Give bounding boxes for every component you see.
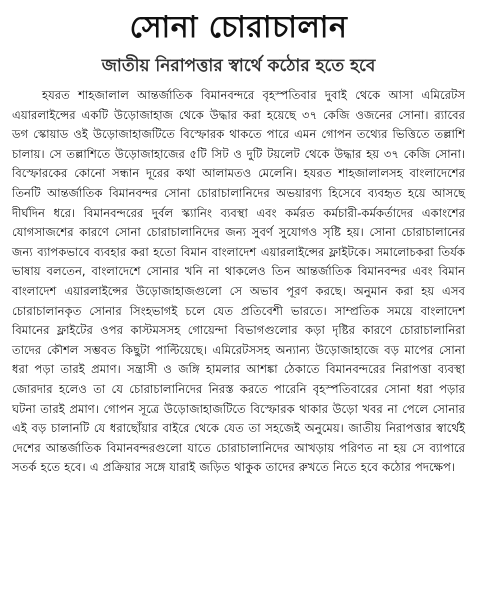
subheadline: জাতীয় নিরাপত্তার স্বার্থে কঠোর হতে হবে	[101, 56, 376, 76]
article-body: হযরত শাহজালাল আন্তর্জাতিক বিমানবন্দরে বৃহস্পতিবার দুবাই থেকে আসা এমিরেটস এয়ারলাইন্সের একটি উড়োজাহাজ থেকে উদ্ধার করা হয়েছে ৩৭ কেজি ওজনের সোনা। র‍্যাবের ডগ স্কোয়াড ওই উড়োজাহাজটিতে বিস্ফোরক থাকতে পারে এমন গোপন তথ্যের ভিত্তিতে তল্লাশি চালায়। সে তল্লাশিতে উড়োজাহাজের ৫টি সিট ও দুটি টয়লেট থেকে উদ্ধার হয় ৩৭ কেজি সোনা। বিস্ফোরকের কোনো সন্ধান দূরের কথা আলামতও মেলেনি। হযরত শাহজালালসহ বাংলাদেশের তিনটি আন্তর্জাতিক বিমানবন্দর সোনা চোরাচালানিদের অভয়ারণ্য হিসেবে ব্যবহৃত হয়ে আসছে দীর্ঘদিন ধরে। বিমানবন্দরের দুর্বল স্ক্যানিং ব্যবস্থা এবং কর্মরত কর্মচারী-কর্মকর্তাদের একাংশের যোগসাজশের কারণে সোনা চোরাচালানিদের জন্য সুবর্ণ সুযোগও সৃষ্টি হয়। সোনা চোরাচালানের জন্য ব্যাপকভাবে ব্যবহার করা হতো বিমান বাংলাদেশ এয়ারলাইন্সের ফ্লাইটকে। সমালোচকরা তির্যক ভাষায় বলতেন, বাংলাদেশে সোনার খনি না থাকলেও তিন আন্তর্জাতিক বিমানবন্দর এবং বিমান বাংলাদেশ এয়ারলাইন্সের উড়োজাহাজগুলো সে অভাব পূরণ করছে। অনুমান করা হয় এসব চোরাচালানকৃত সোনার সিংহভাগই চলে যেত প্রতিবেশী ভারতে। সাম্প্রতিক সময়ে বাংলাদেশ বিমানের ফ্লাইটের ওপর কাস্টমসসহ গোয়েন্দা বিভাগগুলোর কড়া দৃষ্টির কারণে চোরাচালানিরা তাদের কৌশল সম্ভবত কিছুটা পাল্টিয়েছে। এমিরেটসসহ অন্যান্য উড়োজাহাজে বড় মাপের সোনা ধরা পড়া তারই প্রমাণ। সন্ত্রাসী ও জঙ্গি হামলার আশঙ্কা ঠেকাতে বিমানবন্দরের নিরাপত্তা ব্যবস্থা জোরদার হলেও তা যে চোরাচালানিদের নিরস্ত করতে পারেনি বৃহস্পতিবারের সোনা ধরা পড়ার ঘটনা তারই প্রমাণ। গোপন সূত্রে উড়োজাহাজটিতে বিস্ফোরক থাকার উড়ো খবর না পেলে সোনার এই বড় চালানটি যে ধরাছোঁয়ার বাইরে থেকে যেত তা সহজেই অনুমেয়। জাতীয় নিরাপত্তার স্বার্থেই দেশের আন্তর্জাতিক বিমানবন্দরগুলো যাতে চোরাচালানিদের আখড়ায় পরিণত না হয় সে ব্যাপারে সতর্ক হতে হবে। এ প্রক্রিয়ার সঙ্গে যারাই জড়িত থাকুক তাদের রুখতে নিতে হবে কঠোর পদক্ষেপ।	[12, 88, 465, 475]
headline: সোনা চোরাচালান	[129, 10, 348, 45]
